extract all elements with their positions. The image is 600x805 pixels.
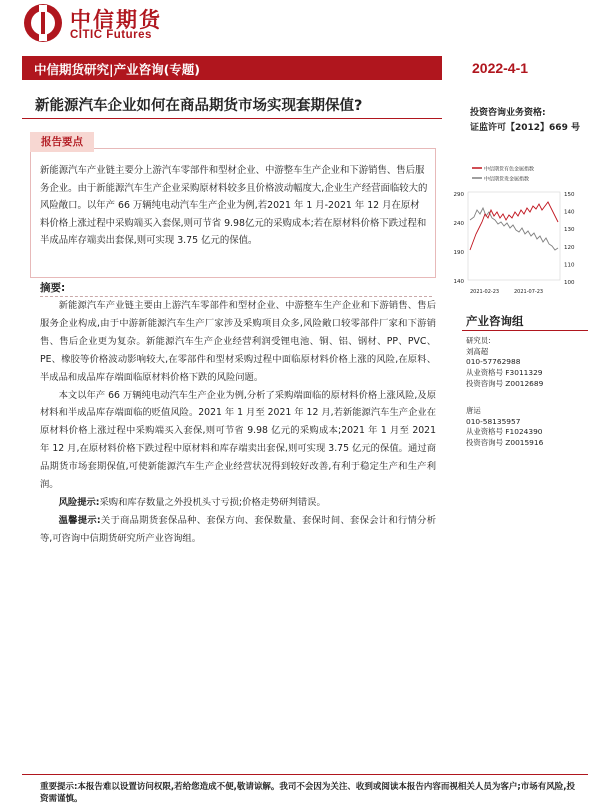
page-title: 新能源汽车企业如何在商品期货市场实现套期保值? (35, 98, 363, 114)
researcher-card-1 (466, 336, 543, 390)
company-logo (22, 2, 262, 46)
left-tick-290: 290 (453, 192, 464, 198)
tip-label: 温馨提示: (58, 514, 101, 526)
report-banner (22, 56, 442, 80)
risk-notice (40, 494, 436, 512)
right-tick-110: 110 (564, 262, 575, 269)
tip-notice (40, 512, 436, 548)
right-tick-150: 150 (564, 192, 575, 198)
report-date: 2022-4-1 (472, 60, 529, 76)
brand-name-cn: 中信期货 (70, 8, 162, 32)
footer-divider (22, 774, 588, 775)
left-tick-140: 140 (453, 279, 464, 285)
researcher-phone: 010-57762988 (466, 357, 521, 367)
banner-label: 中信期货研究|产业咨询(专题) (34, 62, 200, 77)
team-divider (462, 330, 588, 331)
x-tick-start: 2021-02-23 (470, 289, 500, 295)
abstract-paragraph-1: 新能源汽车产业链主要由上游汽车零部件和型材企业、中游整车生产企业和下游销售、售后服务企业构成,由于中游新能源汽车生产厂家涉及采购项目众多,风险敞口较零部件厂家和下游销售、售后企业更为复杂。新能源汽车生产企业经营利润受锂电池、铜、铝、钢材、PP、PVC、PE、橡胶等价格波动影响较大,在零部件和型材采购过程中面临原材料价格上涨的风险,在原料、半成品和成品库存端面临原材料价格下跌的风险问题。 (40, 300, 436, 383)
citic-logo-icon (22, 2, 64, 44)
qualification-license: 证监许可【2012】669 号 (470, 123, 580, 133)
left-tick-240: 240 (453, 221, 464, 227)
researcher-consult-id: 投资咨询号 Z0015916 (466, 438, 544, 448)
risk-text: 采购和库存数量之外投机头寸亏损;价格走势研判错误。 (99, 496, 326, 508)
researcher-phone: 010-58135957 (466, 416, 521, 426)
title-divider (22, 118, 442, 119)
risk-label: 风险提示: (58, 496, 100, 508)
abstract-body (40, 297, 436, 548)
summary-text: 新能源汽车产业链主要分上游汽车零部件和型材企业、中游整车生产企业和下游销售、售后服务企业。由于新能源汽车生产企业采购原材料较多且价格波动幅度大,企业生产经营面临较大的风险敞口。以年产 66 万辆纯电动汽车生产企业为例,若2021 年 1 月-2021 年 12 月在原材料价格上涨过程中采购端买入套保,则可节省 9.98亿元的采购成本;若在原材料价格下跌过程和半成品库存端卖出套保,则可实现 3.75 亿元的保值。 (40, 165, 428, 246)
right-tick-100: 100 (564, 280, 575, 286)
footer-disclaimer: 重要提示:本报告难以设置访问权限,若给您造成不便,敬请谅解。我司不会因为关注、收到或阅读本报告内容而视相关人员为客户;市场有风险,投资需谨慎。 (40, 782, 575, 804)
left-tick-190: 190 (453, 250, 464, 256)
researcher-card-2 (466, 406, 543, 449)
abstract-paragraph-2: 本文以年产 66 万辆纯电动汽车生产企业为例,分析了采购端面临的原材料价格上涨风险,及原材料和半成品库存端面临的贬值风险。2021 年 1 月至 2021 年 12 月,若新能源汽车生产企业在原材料价格上涨过程中采购端买入套保,则可节省 9.98 亿元的采购成本;2021 年 1 月至 2021 年 12 月,在原材料价格下跌过程中原材料和库存端卖出套保,则可实现 3.75 亿元的保值。通过商品期货市场套期保值,可使新能源汽车生产企业经营状况得到较好改善,有利于稳定生产和生产利润。 (40, 389, 436, 491)
researchers-label: 研究员: (466, 336, 491, 345)
researcher-name: 刘高超 (466, 346, 489, 356)
metals-index-chart (452, 162, 592, 302)
summary-tag: 报告要点 (30, 132, 94, 152)
researcher-name: 唐运 (466, 406, 481, 415)
legend-label-precious: 中信期货贵金属指数 (484, 176, 530, 183)
team-title: 产业咨询组 (466, 314, 524, 328)
x-tick-mid: 2021-07-23 (514, 289, 544, 295)
researcher-qualification: 从业资格号 F1024390 (466, 427, 543, 437)
researcher-qualification: 从业资格号 F3011329 (466, 368, 543, 378)
plot-area (468, 192, 560, 280)
qualification-block (470, 106, 580, 136)
right-tick-140: 140 (564, 209, 575, 216)
abstract-label: 摘要: (40, 282, 66, 294)
qualification-label: 投资咨询业务资格: (470, 108, 546, 118)
tip-text: 关于商品期货套保品种、套保方向、套保数量、套保时间、套保会计和行情分析等,可咨询中信期货研究所产业咨询组。 (40, 514, 436, 544)
brand-name-en: CITIC Futures (70, 29, 152, 41)
right-tick-130: 130 (564, 227, 575, 234)
right-tick-120: 120 (564, 244, 575, 251)
researcher-consult-id: 投资咨询号 Z0012689 (466, 378, 544, 388)
legend-label-nonferrous: 中信期货有色金属指数 (484, 166, 535, 173)
